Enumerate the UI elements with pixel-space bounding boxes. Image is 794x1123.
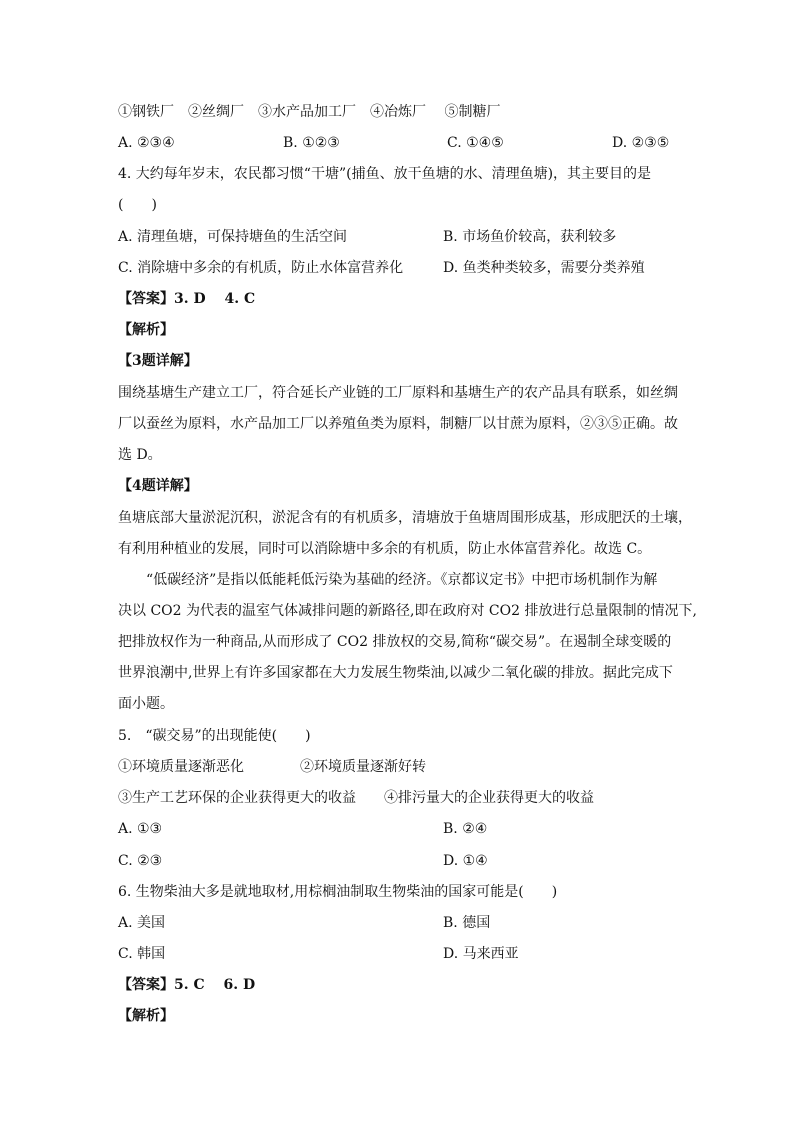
passage-line-4: 世界浪潮中,世界上有许多国家都在大力发展生物柴油,以减少二氧化碳的排放。据此完成下 xyxy=(118,665,673,681)
detail-4-heading: 【4题详解】 xyxy=(118,478,198,494)
q3-items-line: ①钢铁厂 ②丝绸厂 ③水产品加工厂 ④冶炼厂 ⑤制糖厂 xyxy=(118,104,501,120)
detail-4-line-2: 有利用种植业的发展，同时可以消除塘中多余的有机质，防止水体富营养化。故选 C。 xyxy=(118,541,652,557)
q3-option-c: C. ①④⑤ xyxy=(447,135,504,151)
q3-option-a: A. ②③④ xyxy=(118,135,175,151)
q4-stem-line-2: ( ) xyxy=(118,197,157,213)
q4-option-c: C. 消除塘中多余的有机质，防止水体富营养化 xyxy=(118,260,404,276)
detail-3-heading: 【3题详解】 xyxy=(118,353,198,369)
passage-line-2: 决以 CO2 为代表的温室气体减排问题的新路径,即在政府对 CO2 排放进行总量限制的情况下, xyxy=(118,603,697,619)
passage-line-1: “低碳经济”是指以低能耗低污染为基础的经济。《京都议定书》中把市场机制作为解 xyxy=(146,572,658,588)
q6-option-d: D. 马来西亚 xyxy=(443,946,519,962)
q6-option-b: B. 德国 xyxy=(443,915,491,931)
q5-option-c: C. ②③ xyxy=(118,853,163,869)
detail-3-line-2: 厂以蚕丝为原料，水产品加工厂以养殖鱼类为原料，制糖厂以甘蔗为原料，②③⑤正确。故 xyxy=(118,416,678,432)
q5-item-2: ②环境质量逐渐好转 xyxy=(300,759,426,775)
q6-option-a: A. 美国 xyxy=(118,915,166,931)
q3-option-d: D. ②③⑤ xyxy=(612,135,670,151)
detail-4-line-1: 鱼塘底部大量淤泥沉积，淤泥含有的有机质多，清塘放于鱼塘周围形成基，形成肥沃的土壤， xyxy=(118,510,692,526)
q3-option-b: B. ①②③ xyxy=(283,135,340,151)
passage-line-5: 面小题。 xyxy=(118,696,174,712)
detail-3-line-3: 选 D。 xyxy=(118,447,162,463)
q4-option-d: D. 鱼类种类较多，需要分类养殖 xyxy=(443,260,645,276)
q4-option-a: A. 清理鱼塘，可保持塘鱼的生活空间 xyxy=(118,229,348,245)
q6-stem: 6. 生物柴油大多是就地取材,用棕榈油制取生物柴油的国家可能是( ) xyxy=(118,884,558,900)
answer-label-2: 【答案】5. C 6. D xyxy=(118,977,256,993)
analysis-heading-1: 【解析】 xyxy=(118,322,174,338)
q5-item-1: ①环境质量逐渐恶化 xyxy=(118,759,244,775)
q5-option-b: B. ②④ xyxy=(443,821,488,837)
q4-option-b: B. 市场鱼价较高，获利较多 xyxy=(443,229,617,245)
q5-stem: 5. “碳交易”的出现能使( ) xyxy=(118,728,311,744)
q4-stem-line-1: 4. 大约每年岁末，农民都习惯“干塘”(捕鱼、放干鱼塘的水、清理鱼塘)，其主要目的是 xyxy=(118,166,652,182)
passage-line-3: 把排放权作为一种商品,从而形成了 CO2 排放权的交易,简称“碳交易”。在遏制全球变暖的 xyxy=(118,634,672,650)
q5-option-d: D. ①④ xyxy=(443,853,488,869)
q5-item-3: ③生产工艺环保的企业获得更大的收益 xyxy=(118,790,356,806)
q6-option-c: C. 韩国 xyxy=(118,946,166,962)
analysis-heading-2: 【解析】 xyxy=(118,1008,174,1024)
q5-item-4: ④排污量大的企业获得更大的收益 xyxy=(384,790,594,806)
q5-option-a: A. ①③ xyxy=(118,821,163,837)
detail-3-line-1: 围绕基塘生产建立工厂，符合延长产业链的工厂原料和基塘生产的农产品具有联系，如丝绸 xyxy=(118,385,678,401)
answer-label-1: 【答案】3. D 4. C xyxy=(118,291,256,307)
